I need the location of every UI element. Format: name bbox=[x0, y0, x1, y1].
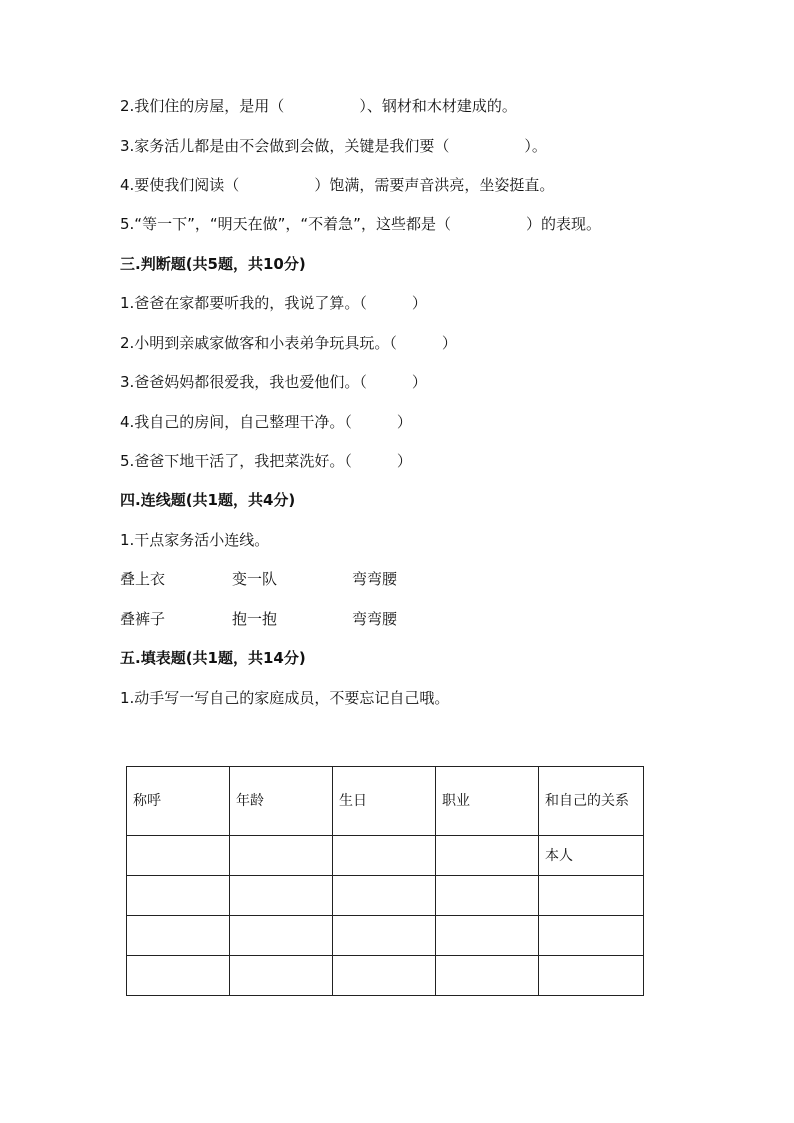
match-section-heading: 四.连线题(共1题，共4分) bbox=[120, 491, 296, 509]
table-cell[interactable] bbox=[333, 956, 436, 996]
table-header-row bbox=[127, 767, 644, 836]
table-cell[interactable] bbox=[230, 956, 333, 996]
match-item-right-2: 弯弯腰 bbox=[352, 610, 398, 628]
match-item-left-2: 叠裤子 bbox=[120, 610, 166, 628]
judge-item-5: 5.爸爸下地干活了，我把菜洗好。（ ） bbox=[120, 452, 412, 470]
table-cell[interactable] bbox=[333, 876, 436, 916]
table-cell[interactable] bbox=[230, 916, 333, 956]
match-item-left-1: 叠上衣 bbox=[120, 570, 166, 588]
family-members-table bbox=[126, 766, 644, 996]
table-cell[interactable]: 本人 bbox=[539, 836, 644, 876]
column-header-relationship-label: 和自己的关系 bbox=[545, 793, 629, 809]
judge-item-3: 3.爸爸妈妈都很爱我，我也爱他们。（ ） bbox=[120, 373, 427, 391]
table-cell[interactable] bbox=[230, 876, 333, 916]
match-item-right-1: 弯弯腰 bbox=[352, 570, 398, 588]
table-question: 1.动手写一写自己的家庭成员，不要忘记自己哦。 bbox=[120, 689, 450, 707]
column-header-age: 年龄 bbox=[230, 767, 333, 836]
column-header-relationship bbox=[539, 767, 644, 836]
table-cell[interactable] bbox=[127, 836, 230, 876]
judge-item-4: 4.我自己的房间，自己整理干净。（ ） bbox=[120, 413, 412, 431]
table-cell[interactable] bbox=[436, 916, 539, 956]
match-item-middle-1: 变一队 bbox=[232, 570, 278, 588]
table-row bbox=[127, 916, 644, 956]
table-cell[interactable] bbox=[333, 836, 436, 876]
table-cell[interactable] bbox=[333, 916, 436, 956]
judge-item-2: 2.小明到亲戚家做客和小表弟争玩具玩。（ ） bbox=[120, 334, 457, 352]
judge-section-heading: 三.判断题(共5题，共10分) bbox=[120, 255, 306, 273]
table-row bbox=[127, 876, 644, 916]
table-cell[interactable] bbox=[230, 836, 333, 876]
table-cell[interactable] bbox=[127, 956, 230, 996]
judge-item-1: 1.爸爸在家都要听我的，我说了算。（ ） bbox=[120, 294, 427, 312]
table-cell[interactable] bbox=[436, 876, 539, 916]
table-cell[interactable] bbox=[127, 916, 230, 956]
table-cell[interactable] bbox=[539, 956, 644, 996]
column-header-title: 称呼 bbox=[127, 767, 230, 836]
column-header-birthday: 生日 bbox=[333, 767, 436, 836]
fill-blank-item-5: 5.“等一下”，“明天在做”，“不着急”，这些都是（ ）的表现。 bbox=[120, 215, 601, 233]
column-header-occupation: 职业 bbox=[436, 767, 539, 836]
table-cell[interactable] bbox=[539, 916, 644, 956]
table-cell[interactable] bbox=[127, 876, 230, 916]
table-row bbox=[127, 836, 644, 876]
table-cell[interactable] bbox=[436, 836, 539, 876]
table-cell[interactable] bbox=[436, 956, 539, 996]
table-section-heading: 五.填表题(共1题，共14分) bbox=[120, 649, 306, 667]
match-item-middle-2: 抱一抱 bbox=[232, 610, 278, 628]
fill-blank-item-4: 4.要使我们阅读（ ）饱满，需要声音洪亮，坐姿挺直。 bbox=[120, 176, 555, 194]
table-row bbox=[127, 956, 644, 996]
table-cell[interactable] bbox=[539, 876, 644, 916]
match-question: 1.干点家务活小连线。 bbox=[120, 531, 270, 549]
fill-blank-item-3: 3.家务活儿都是由不会做到会做，关键是我们要（ ）。 bbox=[120, 137, 547, 155]
fill-blank-item-2: 2.我们住的房屋，是用（ ）、钢材和木材建成的。 bbox=[120, 97, 517, 115]
